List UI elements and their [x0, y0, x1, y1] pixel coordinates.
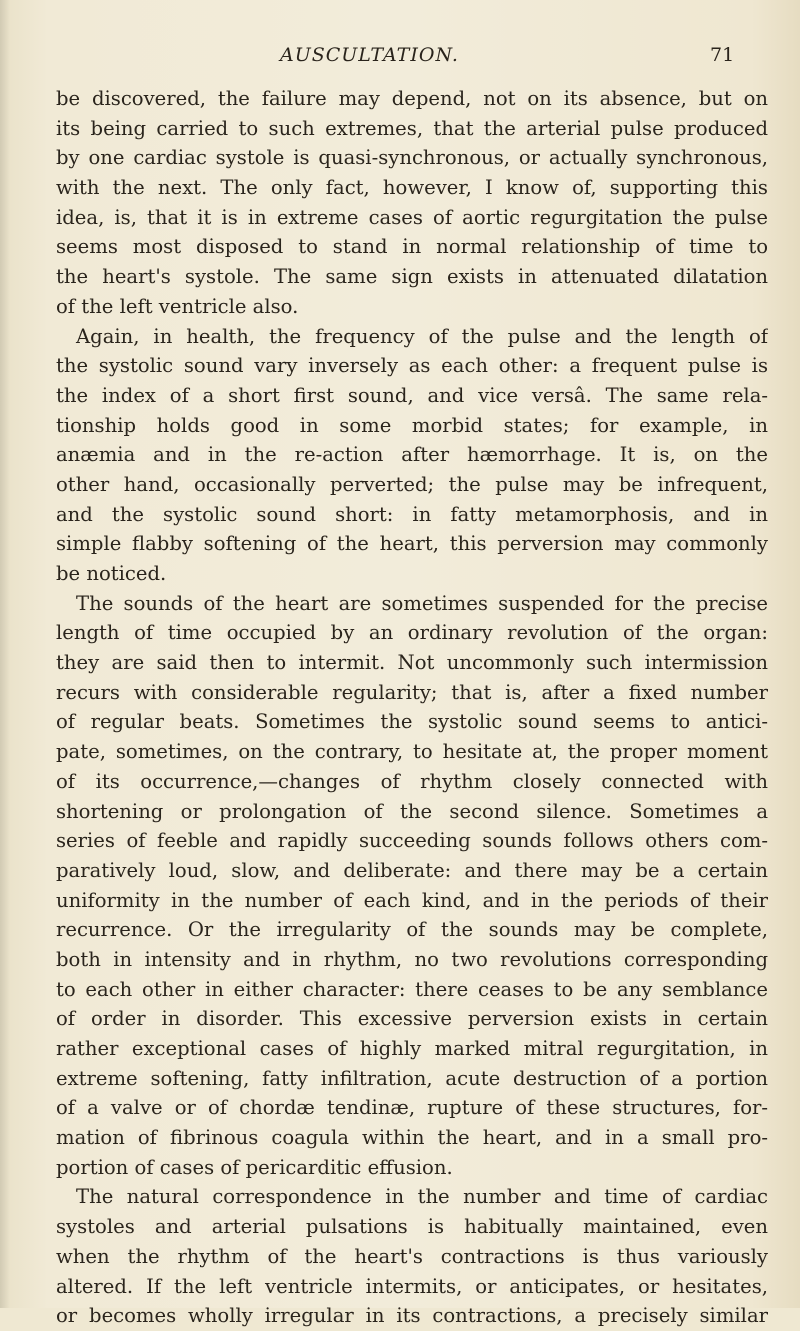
- text-line: or becomes wholly irregular in its contractions, a precisely similar: [56, 1304, 768, 1328]
- text-line: other hand, occasionally perverted; the pulse may be infrequent,: [56, 472, 768, 496]
- text-line: they are said then to intermit. Not uncommonly such intermission: [56, 651, 768, 675]
- text-line: be discovered, the failure may depend, not on its absence, but on: [56, 87, 768, 110]
- body-text: [56, 84, 768, 1331]
- text-line: of a valve or of chordæ tendinæ, rupture of these structures, for-: [56, 1096, 768, 1120]
- text-line: length of time occupied by an ordinary revolution of the organ:: [56, 621, 768, 645]
- text-line: pate, sometimes, on the contrary, to hesitate at, the proper moment: [56, 740, 768, 764]
- text-line: with the next. The only fact, however, I know of, supporting this: [56, 176, 768, 200]
- text-line: The sounds of the heart are sometimes suspended for the precise: [76, 591, 768, 615]
- text-line: by one cardiac systole is quasi-synchronous, or actually synchronous,: [56, 146, 768, 170]
- text-line: its being carried to such extremes, that the arterial pulse produced: [56, 116, 768, 140]
- text-line: both in intensity and in rhythm, no two revolutions corresponding: [56, 947, 768, 971]
- text-line: of regular beats. Sometimes the systolic sound seems to antici-: [56, 710, 768, 734]
- page-number: 71: [710, 44, 735, 66]
- text-line: and the systolic sound short: in fatty metamorphosis, and in: [56, 502, 768, 526]
- text-line: extreme softening, fatty infiltration, acute destruction of a portion: [56, 1066, 768, 1090]
- text-line: idea, is, that it is in extreme cases of aortic regurgitation the pulse: [56, 205, 768, 229]
- text-line: simple flabby softening of the heart, this perversion may commonly: [56, 532, 768, 556]
- page-edge-shadow: [0, 0, 10, 1308]
- text-line: series of feeble and rapidly succeeding sounds follows others com-: [56, 829, 768, 853]
- text-line: recurs with considerable regularity; that is, after a fixed number: [56, 680, 768, 704]
- text-line: portion of cases of pericarditic effusion.: [56, 1155, 453, 1179]
- text-line: rather exceptional cases of highly marked mitral regurgitation, in: [56, 1037, 768, 1060]
- text-line: of order in disorder. This excessive perversion exists in certain: [56, 1007, 768, 1031]
- text-line: altered. If the left ventricle intermits, or anticipates, or hesitates,: [56, 1274, 768, 1298]
- text-line: to each other in either character: there ceases to be any semblance: [56, 977, 768, 1001]
- text-line: be noticed.: [56, 562, 167, 585]
- text-line: The natural correspondence in the number and time of cardiac: [76, 1185, 768, 1209]
- text-line: paratively loud, slow, and deliberate: and there may be a certain: [56, 858, 768, 882]
- text-line: the heart's systole. The same sign exists in attenuated dilatation: [56, 265, 768, 289]
- running-title: AUSCULTATION.: [280, 44, 459, 66]
- text-line: systoles and arterial pulsations is habitually maintained, even: [56, 1215, 768, 1239]
- text-line: Again, in health, the frequency of the pulse and the length of: [76, 324, 768, 348]
- text-line: when the rhythm of the heart's contractions is thus variously: [56, 1244, 768, 1268]
- text-line: shortening or prolongation of the second silence. Sometimes a: [56, 799, 768, 823]
- text-line: recurrence. Or the irregularity of the sounds may be complete,: [56, 918, 768, 942]
- text-line: of its occurrence,—changes of rhythm closely connected with: [56, 769, 768, 793]
- text-line: of the left ventricle also.: [56, 294, 299, 318]
- text-line: uniformity in the number of each kind, and in the periods of their: [56, 888, 768, 912]
- text-line: the systolic sound vary inversely as each other: a frequent pulse is: [56, 354, 768, 378]
- text-line: tionship holds good in some morbid states; for example, in: [56, 413, 768, 437]
- text-line: the index of a short first sound, and vice versâ. The same rela-: [56, 383, 768, 407]
- text-line: seems most disposed to stand in normal relationship of time to: [56, 235, 768, 259]
- text-line: anæmia and in the re-action after hæmorrhage. It is, on the: [56, 443, 768, 467]
- text-line: mation of fibrinous coagula within the heart, and in a small pro-: [56, 1126, 768, 1150]
